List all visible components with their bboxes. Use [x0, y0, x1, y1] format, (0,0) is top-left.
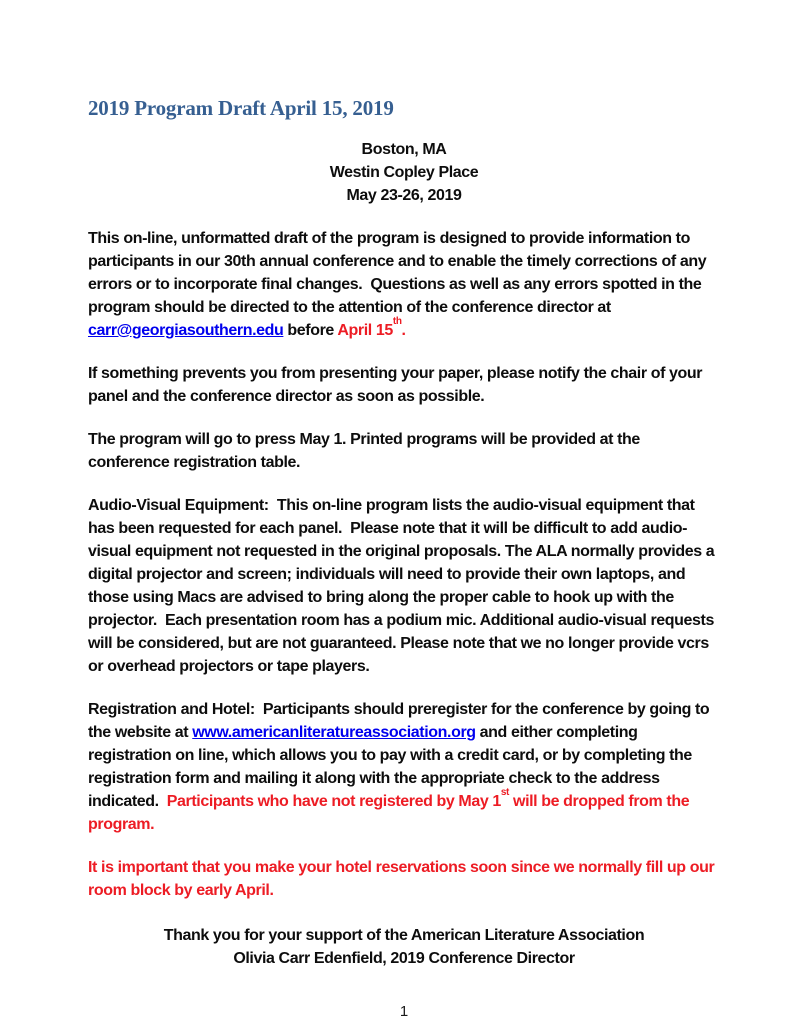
intro-text-1: This on-line, unformatted draft of the program is designed to provide information to participants in our 30th annual conference and to enable the timely corrections of any errors or to incorporate final changes. Questions as well as any errors spotted in the program should be directed to the attention of the conference director at [88, 230, 711, 316]
hotel-warning-paragraph: It is important that you make your hotel reservations soon since we normally fill up our room block by early April. [88, 859, 719, 899]
page-title: 2019 Program Draft April 15, 2019 [88, 96, 394, 120]
email-link[interactable]: carr@georgiasouthern.edu [88, 322, 284, 339]
page-number: 1 [399, 1003, 409, 1020]
deadline-date: April 15 [337, 322, 393, 339]
av-equipment-paragraph: Audio-Visual Equipment: This on-line program lists the audio-visual equipment that has been requested for each panel. Please note that it will be difficult to add audio-visual equipment not requested in the original proposals. The ALA normally provides a digital projector and screen; individuals will need to provide their own laptops, and those using Macs are advised to bring along the proper cable to hook up with the projector. Each presentation room has a podium mic. Additional audio-visual requests will be considered, but are not guaranteed. Please note that we no longer provide vcrs or overhead projectors or tape players. [88, 497, 719, 675]
website-link[interactable]: www.americanliteratureassociation.org [192, 724, 476, 741]
venue-dates: May 23-26, 2019 [346, 187, 462, 204]
registration-paragraph [88, 698, 720, 836]
registration-warning-end: will be dropped from the program. [88, 793, 694, 833]
venue-hotel: Westin Copley Place [329, 164, 479, 181]
papers-paragraph: If something prevents you from presenting your paper, please notify the chair of your panel and the conference director as soon as possible. [88, 365, 707, 405]
deadline-period: . [401, 322, 406, 339]
closing-thanks: Thank you for your support of the American Literature Association [163, 927, 645, 944]
registration-text-1: Registration and Hotel: Participants should preregister for the conference by going to the website at [88, 701, 714, 741]
venue-city: Boston, MA [361, 141, 447, 158]
deadline-ordinal: th [392, 316, 402, 328]
venue-block [88, 138, 720, 207]
registration-warning-text: Participants who have not registered by May 1 [166, 793, 501, 810]
closing-director: Olivia Carr Edenfield, 2019 Conference Director [233, 950, 575, 967]
registration-text-2: and either completing registration on line, which allows you to pay with a credit card, or by completing the registration form and mailing it along with the appropriate check to the address indicated. [88, 724, 696, 810]
registration-warning-ordinal: st [500, 787, 509, 799]
press-paragraph: The program will go to press May 1. Printed programs will be provided at the conference registration table. [88, 431, 644, 471]
intro-paragraph [88, 227, 720, 342]
intro-text-2: before [283, 322, 338, 339]
closing-block [88, 924, 720, 970]
